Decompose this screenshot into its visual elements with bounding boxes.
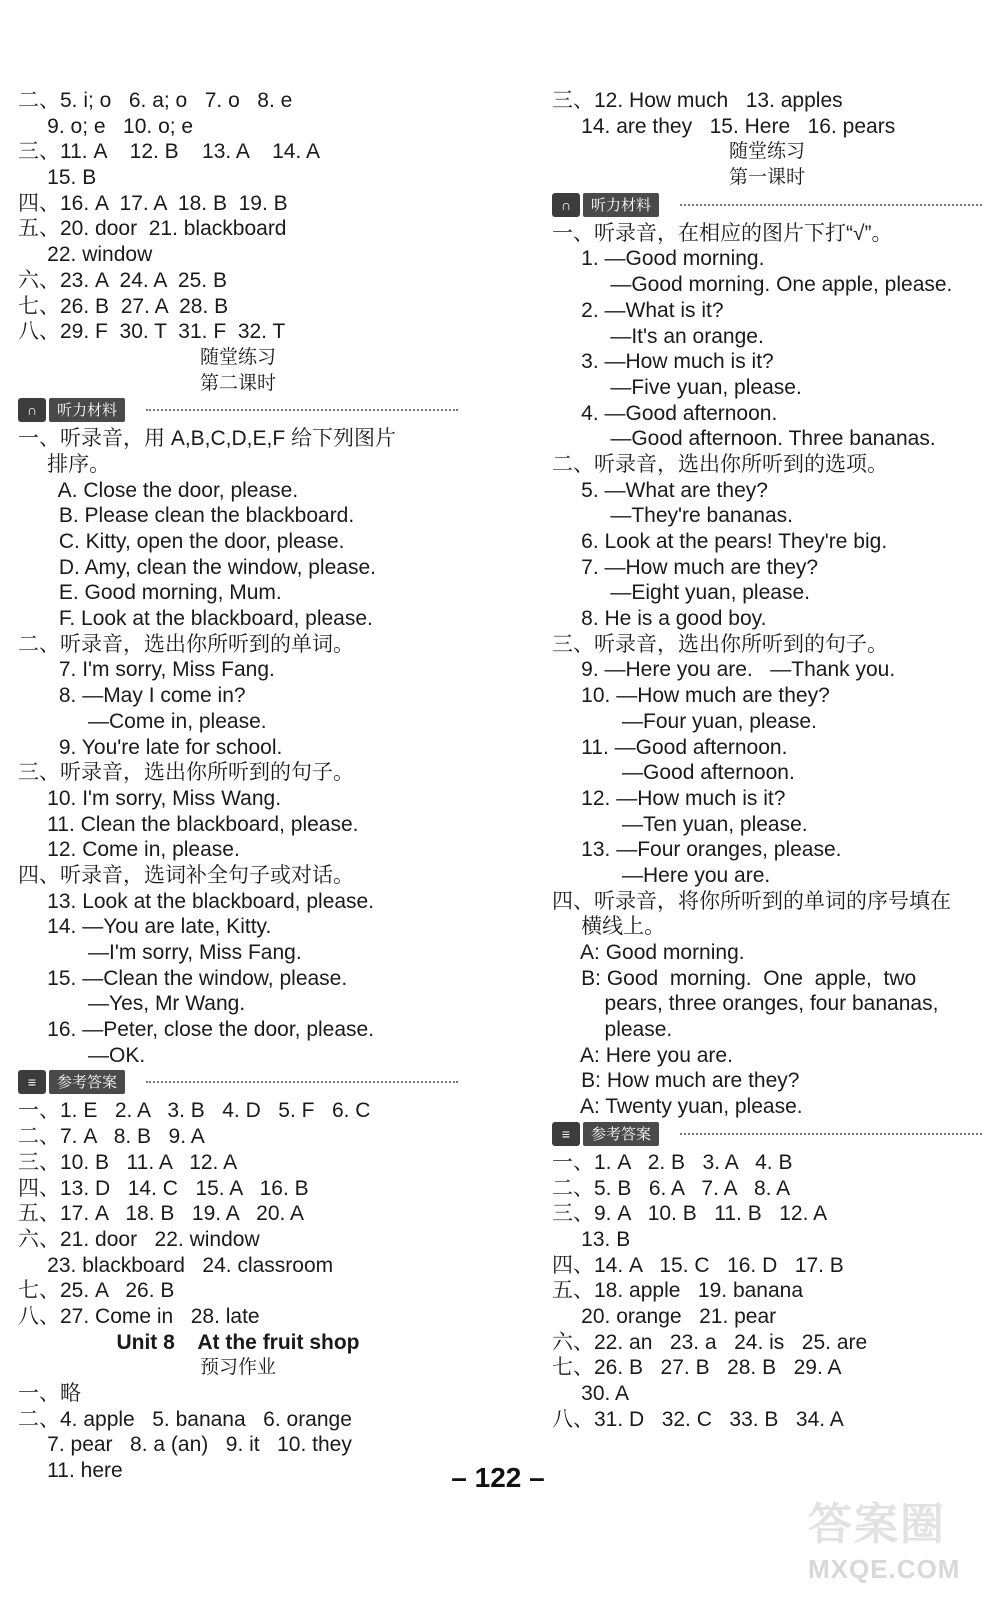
text-line: 八、27. Come in 28. late xyxy=(18,1304,260,1328)
watermark-top: 答案圈 xyxy=(808,1499,946,1550)
text-line: —Good afternoon. xyxy=(552,761,795,785)
text-line: please. xyxy=(552,1018,673,1042)
text-line: 23. blackboard 24. classroom xyxy=(18,1253,334,1277)
dotted-divider xyxy=(680,204,982,206)
text-line: 14. are they 15. Here 16. pears xyxy=(552,114,896,138)
section-label-text: 参考答案 xyxy=(49,1070,125,1094)
text-line: 12. —How much is it? xyxy=(552,786,786,810)
text-line: 7. pear 8. a (an) 9. it 10. they xyxy=(18,1433,352,1457)
text-line: 四、13. D 14. C 15. A 16. B xyxy=(18,1176,309,1200)
text-line: 12. Come in, please. xyxy=(18,838,240,862)
text-line: 11. Clean the blackboard, please. xyxy=(18,812,359,836)
text-line: 7. I'm sorry, Miss Fang. xyxy=(18,658,275,682)
section-heading: 随堂练习 xyxy=(728,140,805,163)
section-label xyxy=(552,191,982,221)
text-line: A. Close the door, please. xyxy=(18,478,299,502)
text-line: —Come in, please. xyxy=(18,709,267,733)
text-line: A: Twenty yuan, please. xyxy=(552,1095,803,1119)
text-line: 2. —What is it? xyxy=(552,298,724,322)
text-line: B: How much are they? xyxy=(552,1069,800,1093)
text-line: 三、9. A 10. B 11. B 12. A xyxy=(552,1202,828,1226)
text-line: 四、16. A 17. A 18. B 19. B xyxy=(18,191,288,215)
text-line: 五、18. apple 19. banana xyxy=(552,1279,804,1303)
section-label-text: 听力材料 xyxy=(49,398,125,422)
text-line: 4. —Good afternoon. xyxy=(552,401,778,425)
text-line: 9. —Here you are. —Thank you. xyxy=(552,658,896,682)
text-line: pears, three oranges, four bananas, xyxy=(552,992,939,1016)
left-column xyxy=(18,88,458,1484)
text-line: 七、25. A 26. B xyxy=(18,1279,175,1303)
right-column xyxy=(552,88,982,1432)
text-line: 二、7. A 8. B 9. A xyxy=(18,1125,205,1149)
text-line: A: Good morning. xyxy=(552,941,745,964)
headphones-icon: ∩ xyxy=(552,193,580,217)
text-line: 7. —How much are they? xyxy=(552,555,819,579)
text-line: 二、5. B 6. A 7. A 8. A xyxy=(552,1176,791,1200)
unit-title: Unit 8 At the fruit shop xyxy=(116,1330,360,1354)
text-line: 三、听录音，选出你所听到的句子。 xyxy=(552,632,888,656)
text-line: 13. —Four oranges, please. xyxy=(552,838,842,862)
text-line: 22. window xyxy=(18,243,153,267)
dotted-divider xyxy=(146,1081,458,1083)
text-line: 二、4. apple 5. banana 6. orange xyxy=(18,1407,352,1431)
text-line: 一、听录音，在相应的图片下打“√”。 xyxy=(552,221,893,245)
text-line: —Eight yuan, please. xyxy=(552,581,810,605)
text-line: 四、听录音，将你所听到的单词的序号填在 xyxy=(552,889,951,913)
text-line: 11. here xyxy=(18,1459,123,1483)
text-line: 三、10. B 11. A 12. A xyxy=(18,1150,238,1174)
dotted-divider xyxy=(146,409,458,411)
section-heading: 预习作业 xyxy=(199,1356,276,1379)
text-line: 八、29. F 30. T 31. F 32. T xyxy=(18,320,286,344)
text-line: 横线上。 xyxy=(552,915,666,939)
watermark-bottom: MXQE.COM xyxy=(808,1554,961,1584)
text-line: —Five yuan, please. xyxy=(552,375,802,399)
section-label xyxy=(18,1068,458,1098)
text-line: —Four yuan, please. xyxy=(552,709,817,733)
text-line: 9. You're late for school. xyxy=(18,735,283,759)
text-line: 五、17. A 18. B 19. A 20. A xyxy=(18,1202,305,1226)
text-line: 一、略 xyxy=(18,1382,81,1405)
text-line: 六、22. an 23. a 24. is 25. are xyxy=(552,1330,868,1354)
text-line: 三、11. A 12. B 13. A 14. A xyxy=(18,140,320,164)
text-line: 排序。 xyxy=(18,452,111,476)
text-line: 1. —Good morning. xyxy=(552,247,765,271)
text-line: 9. o; e 10. o; e xyxy=(18,114,194,138)
section-label-text: 参考答案 xyxy=(583,1122,659,1146)
text-line: —Good morning. One apple, please. xyxy=(552,273,953,297)
text-line: 30. A xyxy=(552,1382,630,1405)
text-line: —It's an orange. xyxy=(552,324,764,348)
text-line: 八、31. D 32. C 33. B 34. A xyxy=(552,1407,844,1431)
text-line: 6. Look at the pears! They're big. xyxy=(552,530,888,553)
text-line: 七、26. B 27. A 28. B xyxy=(18,294,229,318)
text-line: D. Amy, clean the window, please. xyxy=(18,555,376,579)
text-line: 六、23. A 24. A 25. B xyxy=(18,268,227,292)
text-line: 5. —What are they? xyxy=(552,478,768,502)
text-line: 五、20. door 21. blackboard xyxy=(18,217,287,241)
section-heading: 随堂练习 xyxy=(199,345,276,368)
text-line: 20. orange 21. pear xyxy=(552,1304,777,1328)
dotted-divider xyxy=(680,1133,982,1135)
text-line: 16. —Peter, close the door, please. xyxy=(18,1018,375,1042)
text-line: —Here you are. xyxy=(552,863,771,887)
text-line: 二、5. i; o 6. a; o 7. o 8. e xyxy=(18,89,293,112)
text-line: 七、26. B 27. B 28. B 29. A xyxy=(552,1356,842,1380)
text-line: —Ten yuan, please. xyxy=(552,812,808,836)
text-line: E. Good morning, Mum. xyxy=(18,581,282,605)
page-number: – 122 – xyxy=(451,1462,545,1493)
section-heading: 第一课时 xyxy=(728,166,805,189)
text-line: 3. —How much is it? xyxy=(552,350,774,374)
text-line: 11. —Good afternoon. xyxy=(552,735,788,759)
text-line: —I'm sorry, Miss Fang. xyxy=(18,941,302,964)
text-line: —Good afternoon. Three bananas. xyxy=(552,427,936,451)
text-line: 六、21. door 22. window xyxy=(18,1227,260,1251)
text-line: 三、12. How much 13. apples xyxy=(552,89,843,112)
text-line: 10. —How much are they? xyxy=(552,684,830,708)
text-line: A: Here you are. xyxy=(552,1043,733,1067)
section-label xyxy=(552,1120,982,1150)
text-line: 10. I'm sorry, Miss Wang. xyxy=(18,786,282,810)
text-line: —Yes, Mr Wang. xyxy=(18,992,246,1016)
section-label-text: 听力材料 xyxy=(583,193,659,217)
text-line: F. Look at the blackboard, please. xyxy=(18,607,373,631)
section-heading: 第二课时 xyxy=(199,371,276,394)
section-label xyxy=(18,396,458,426)
text-line: C. Kitty, open the door, please. xyxy=(18,530,345,553)
text-line: 8. He is a good boy. xyxy=(552,607,767,631)
text-line: 一、1. E 2. A 3. B 4. D 5. F 6. C xyxy=(18,1099,371,1123)
text-line: —OK. xyxy=(18,1043,146,1067)
text-line: 15. —Clean the window, please. xyxy=(18,966,348,990)
text-line: 四、听录音，选词补全句子或对话。 xyxy=(18,863,354,887)
text-line: 二、听录音，选出你所听到的单词。 xyxy=(18,632,354,656)
text-line: —They're bananas. xyxy=(552,504,793,528)
text-line: 二、听录音，选出你所听到的选项。 xyxy=(552,452,888,476)
text-line: B: Good morning. One apple, two xyxy=(552,966,917,990)
text-line: 13. Look at the blackboard, please. xyxy=(18,889,375,913)
text-line: 一、1. A 2. B 3. A 4. B xyxy=(552,1150,793,1174)
list-icon: ≡ xyxy=(18,1070,46,1094)
text-line: 四、14. A 15. C 16. D 17. B xyxy=(552,1253,844,1277)
watermark-logo xyxy=(808,1488,978,1592)
text-line: 三、听录音，选出你所听到的句子。 xyxy=(18,761,354,785)
text-line: 15. B xyxy=(18,166,97,190)
list-icon: ≡ xyxy=(552,1122,580,1146)
headphones-icon: ∩ xyxy=(18,398,46,422)
text-line: 14. —You are late, Kitty. xyxy=(18,915,272,939)
text-line: 8. —May I come in? xyxy=(18,684,246,708)
text-line: 一、听录音，用 A,B,C,D,E,F 给下列图片 xyxy=(18,427,397,451)
text-line: 13. B xyxy=(552,1227,631,1251)
text-line: B. Please clean the blackboard. xyxy=(18,504,355,528)
